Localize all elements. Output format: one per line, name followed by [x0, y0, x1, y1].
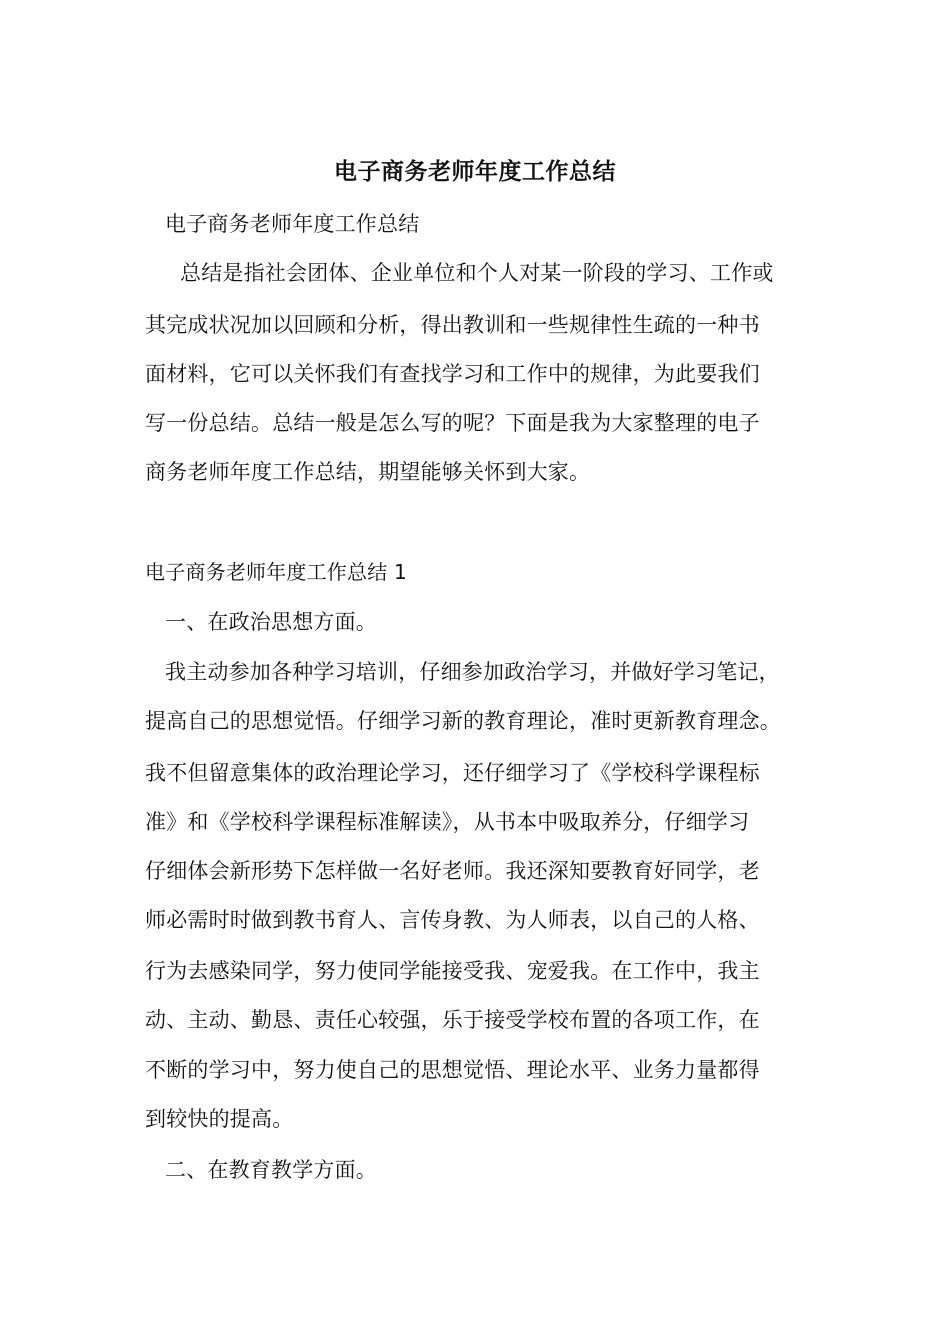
part1-line: 我不但留意集体的政治理论学习，还仔细学习了《学校科学课程标 — [145, 761, 760, 785]
part1-line: 师必需时时做到教书育人、言传身教、为人师表，以自己的人格、 — [145, 908, 760, 932]
intro-line: 总结是指社会团体、企业单位和个人对某一阶段的学习、工作或 — [180, 261, 774, 285]
part1-line: 不断的学习中，努力使自己的思想觉悟、理论水平、业务力量都得 — [145, 1058, 760, 1082]
part1-line: 准》和《学校科学课程标准解读》，从书本中吸取养分，仔细学习 — [145, 810, 750, 834]
document-title: 电子商务老师年度工作总结 — [334, 159, 616, 185]
part1-line: 到较快的提高。 — [145, 1107, 294, 1131]
part1-line: 行为去感染同学，努力使同学能接受我、宠爱我。在工作中，我主 — [145, 959, 760, 983]
intro-line: 面材料，它可以关怀我们有查找学习和工作中的规律，为此要我们 — [145, 362, 760, 386]
intro-line: 商务老师年度工作总结，期望能够关怀到大家。 — [145, 460, 591, 484]
part1-line: 提高自己的思想觉悟。仔细学习新的教育理论，准时更新教育理念。 — [145, 709, 781, 733]
part1-heading: 一、在政治思想方面。 — [165, 610, 377, 634]
part1-line: 动、主动、勤恳、责任心较强，乐于接受学校布置的各项工作，在 — [145, 1008, 760, 1032]
intro-line: 其完成状况加以回顾和分析，得出教训和一些规律性生疏的一种书 — [145, 313, 760, 337]
section-title: 电子商务老师年度工作总结 1 — [145, 560, 407, 584]
part1-line: 我主动参加各种学习培训，仔细参加政治学习，并做好学习笔记， — [165, 660, 780, 684]
intro-line: 写一份总结。总结一般是怎么写的呢？下面是我为大家整理的电子 — [145, 411, 760, 435]
part1-line: 仔细体会新形势下怎样做一名好老师。我还深知要教育好同学，老 — [145, 859, 760, 883]
document-subtitle: 电子商务老师年度工作总结 — [165, 212, 420, 236]
part2-heading: 二、在教育教学方面。 — [165, 1158, 377, 1182]
